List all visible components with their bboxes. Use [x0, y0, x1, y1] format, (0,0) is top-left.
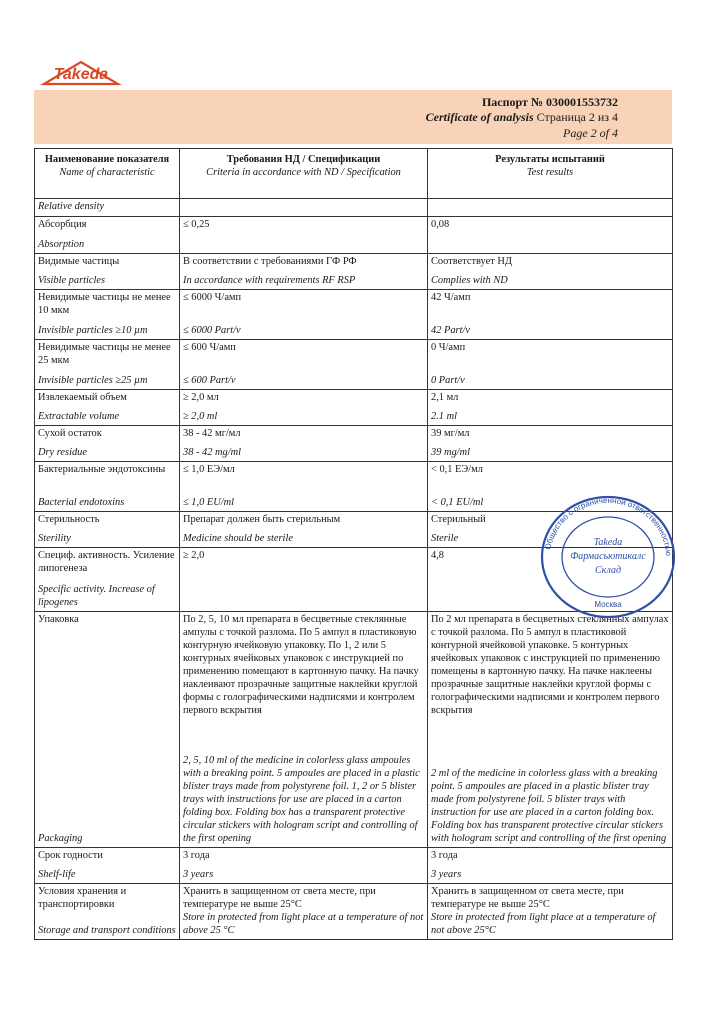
- result-cell-ru: 4,8: [431, 550, 444, 561]
- table-row: [35, 340, 673, 390]
- result-cell-ru: 0 Ч/амп: [431, 342, 466, 353]
- table-row: [35, 290, 673, 340]
- col2-header: [180, 149, 428, 199]
- characteristic-cell: [35, 390, 180, 426]
- specification-cell: [180, 426, 428, 462]
- col1-header-en: Name of characteristic: [59, 167, 155, 178]
- specification-cell-en: ≤ 1,0 EU/ml: [183, 497, 235, 508]
- result-cell: [428, 884, 673, 940]
- result-cell: [428, 612, 673, 848]
- characteristic-cell-ru: Бактериальные эндотоксины: [38, 464, 166, 475]
- result-cell: [428, 340, 673, 390]
- specification-cell: [180, 612, 428, 848]
- table-header-row: [35, 149, 673, 199]
- specification-cell-en: Medicine should be sterile: [183, 533, 293, 544]
- characteristic-cell-en: Shelf-life: [38, 869, 76, 880]
- characteristic-cell-en: Storage and transport conditions: [38, 925, 176, 936]
- characteristic-cell: [35, 548, 180, 612]
- specification-cell: [180, 848, 428, 884]
- result-cell-en: Sterile: [431, 533, 459, 544]
- specification-cell-en: 2, 5, 10 ml of the medicine in colorless glass ampoules with a breaking point. 5 ampoules are placed in a plastic blister trays made from polystyrene foil. 1, 2 or 5 blister trays with instructions for use are placed in a carton folding box. Folding box has a transparent protective circular stickers with hologram script and controlling of the first opening: [183, 755, 420, 844]
- col3-header-en: Test results: [526, 167, 574, 178]
- characteristic-cell-en: Specific activity. Increase of lipogenes: [38, 584, 155, 608]
- table-cell: [428, 199, 673, 217]
- specification-cell: [180, 340, 428, 390]
- specification-cell: [180, 884, 428, 940]
- result-cell-ru: Стерильный: [431, 514, 486, 525]
- stamp-line2: Фармасьютикалс: [570, 551, 646, 562]
- table-row: [35, 217, 673, 254]
- table-row: [35, 254, 673, 290]
- takeda-logo: [38, 58, 124, 92]
- relative-density-label: Relative density: [35, 199, 180, 217]
- col3-header-ru: Результаты испытаний: [495, 154, 605, 165]
- characteristic-cell: [35, 290, 180, 340]
- characteristic-cell-ru: Специф. активность. Усиление липогенеза: [38, 550, 175, 574]
- table-row: [35, 612, 673, 848]
- characteristic-cell: [35, 512, 180, 548]
- characteristic-cell-ru: Упаковка: [38, 614, 79, 625]
- specification-cell-ru: Препарат должен быть стерильным: [183, 514, 341, 525]
- specification-cell-en: 3 years: [183, 869, 214, 880]
- col2-header-en: Criteria in accordance with ND / Specification: [206, 167, 401, 178]
- relative-density-row: [35, 199, 673, 217]
- col2-header-ru: Требования НД / Спецификации: [226, 154, 381, 165]
- characteristic-cell: [35, 884, 180, 940]
- characteristic-cell: [35, 612, 180, 848]
- specification-cell-ru: 3 года: [183, 850, 210, 861]
- stamp-line1: Takeda: [593, 537, 623, 548]
- page-en: Page 2 of 4: [563, 126, 618, 140]
- stamp-city: Москва: [594, 600, 622, 609]
- company-stamp: [538, 495, 678, 620]
- characteristic-cell-ru: Видимые частицы: [38, 256, 120, 267]
- specification-cell-en: ≤ 600 Part/v: [183, 375, 236, 386]
- characteristic-cell-ru: Условия хранения и транспортировки: [38, 886, 127, 910]
- table-row: [35, 390, 673, 426]
- result-cell-en: 2.1 ml: [431, 411, 457, 422]
- table-row: [35, 426, 673, 462]
- characteristic-cell-en: Dry residue: [38, 447, 87, 458]
- result-cell-ru: 2,1 мл: [431, 392, 459, 403]
- specification-cell-ru: ≥ 2,0 мл: [183, 392, 219, 403]
- result-cell: [428, 390, 673, 426]
- specification-cell-en: ≤ 6000 Part/v: [183, 325, 241, 336]
- result-cell: [428, 217, 673, 254]
- specification-cell-ru: ≥ 2,0: [183, 550, 205, 561]
- result-cell: [428, 254, 673, 290]
- result-cell-en: < 0,1 EU/ml: [431, 497, 484, 508]
- characteristic-cell-ru: Извлекаемый объем: [38, 392, 127, 403]
- result-cell-ru: 39 мг/мл: [431, 428, 470, 439]
- characteristic-cell-en: Sterility: [38, 533, 71, 544]
- result-cell-en: Complies with ND: [431, 275, 508, 286]
- specification-cell: [180, 548, 428, 612]
- characteristic-cell-ru: Абсорбция: [38, 219, 87, 230]
- table-row: [35, 848, 673, 884]
- result-cell-ru: 3 года: [431, 850, 458, 861]
- specification-cell-ru: 38 - 42 мг/мл: [183, 428, 241, 439]
- result-cell-en: 0 Part/v: [431, 375, 465, 386]
- specification-cell: [180, 290, 428, 340]
- result-cell-en: 39 mg/ml: [431, 447, 470, 458]
- specification-cell-ru: В соответствии с требованиями ГФ РФ: [183, 256, 357, 267]
- characteristic-cell: [35, 462, 180, 512]
- result-cell-ru: 42 Ч/амп: [431, 292, 471, 303]
- specification-cell-ru: ≤ 0,25: [183, 219, 210, 230]
- characteristic-cell-ru: Невидимые частицы не менее 25 мкм: [38, 342, 171, 366]
- result-cell-ru: < 0,1 ЕЭ/мл: [431, 464, 483, 475]
- result-cell: [428, 848, 673, 884]
- specification-cell-ru: ≤ 600 Ч/амп: [183, 342, 236, 353]
- characteristic-cell: [35, 426, 180, 462]
- certificate-label: Certificate of analysis: [425, 110, 534, 124]
- result-cell: [428, 426, 673, 462]
- characteristic-cell-en: Visible particles: [38, 275, 106, 286]
- characteristic-cell: [35, 848, 180, 884]
- characteristic-cell-en: Packaging: [38, 833, 83, 844]
- stamp-line3: Склад: [594, 565, 622, 576]
- table-cell: [180, 199, 428, 217]
- result-cell-en: 2 ml of the medicine in colorless glass with a breaking point. 5 ampoules are placed in a plastic blister tray made from polystyrene foil. 5 blister trays with instruction for use are placed in a carton folding box. Folding box has transparent protective circular stickers with hologram script and controlling of the first opening: [431, 768, 667, 844]
- specification-cell-en: In accordance with requirements RF RSP: [183, 275, 356, 286]
- characteristic-cell: [35, 340, 180, 390]
- result-cell-en: Store in protected from light place at a temperature of not above 25°С: [431, 912, 656, 936]
- characteristic-cell-ru: Невидимые частицы не менее 10 мкм: [38, 292, 171, 316]
- col1-header: [35, 149, 180, 199]
- page-ru: Страница 2 из 4: [536, 110, 618, 124]
- result-cell-ru: Хранить в защищенном от света месте, при температуре не выше 25°С: [431, 886, 624, 910]
- result-cell-ru: 0,08: [431, 219, 450, 230]
- specification-cell: [180, 390, 428, 426]
- table-row: [35, 884, 673, 940]
- characteristic-cell-en: Extractable volume: [38, 411, 120, 422]
- col1-header-ru: Наименование показателя: [44, 154, 170, 165]
- characteristic-cell: [35, 254, 180, 290]
- characteristic-cell-ru: Срок годности: [38, 850, 103, 861]
- characteristic-cell-ru: Стерильность: [38, 514, 100, 525]
- characteristic-cell-en: Invisible particles ≥10 µm: [38, 325, 148, 336]
- specification-cell-en: Store in protected from light place at a temperature of not above 25 °С: [183, 912, 424, 936]
- characteristic-cell-en: Absorption: [38, 239, 85, 250]
- specification-cell-en: 38 - 42 mg/ml: [183, 447, 242, 458]
- specification-cell-ru: Хранить в защищенном от света месте, при температуре не выше 25°С: [183, 886, 376, 910]
- characteristic-cell-en: Bacterial endotoxins: [38, 497, 125, 508]
- specification-cell-ru: По 2, 5, 10 мл препарата в бесцветные стеклянные ампулы с точкой разлома. По 5 ампул в пластиковую контурную ячейковую упаковку. По 1, 2 или 5 контурных ячейковых упаковок с инструкцией по применению помещают в картонную пачку. На пачку наклеивают прозрачные защитные наклейки круглой формы с голографическими надписями и контролем первого вскрытия: [183, 614, 419, 716]
- specification-cell-ru: ≤ 6000 Ч/амп: [183, 292, 242, 303]
- specification-cell-ru: ≤ 1,0 ЕЭ/мл: [183, 464, 235, 475]
- passport-number: Паспорт № 030001553732: [481, 95, 618, 109]
- result-cell-ru: Соответствует НД: [431, 256, 512, 267]
- specification-cell: [180, 217, 428, 254]
- certificate-line: [426, 110, 618, 125]
- specification-cell-en: ≥ 2,0 ml: [183, 411, 218, 422]
- col3-header: [428, 149, 673, 199]
- logo-text: Takeda: [53, 66, 109, 83]
- result-cell-ru: По 2 мл препарата в бесцветных стеклянных ампулах с точкой разлома. По 5 ампул в пластиковой контурной ячейковой упаковке. 5 контурных ячейковых упаковок с инструкцией по применению помещены в картонную пачку. На пачке наклеены прозрачные защитные наклейки круглой формы с голографическими надписями и контролем первого вскрытия: [431, 614, 669, 716]
- result-cell-en: 42 Part/v: [431, 325, 470, 336]
- specification-cell: [180, 254, 428, 290]
- characteristic-cell: [35, 217, 180, 254]
- result-cell: [428, 290, 673, 340]
- characteristic-cell-ru: Сухой остаток: [38, 428, 102, 439]
- result-cell-en: 3 years: [431, 869, 462, 880]
- specification-cell: [180, 462, 428, 512]
- stamp-outer-text: Общество с ограниченной ответственностью: [543, 495, 674, 557]
- specification-cell: [180, 512, 428, 548]
- characteristic-cell-en: Invisible particles ≥25 µm: [38, 375, 148, 386]
